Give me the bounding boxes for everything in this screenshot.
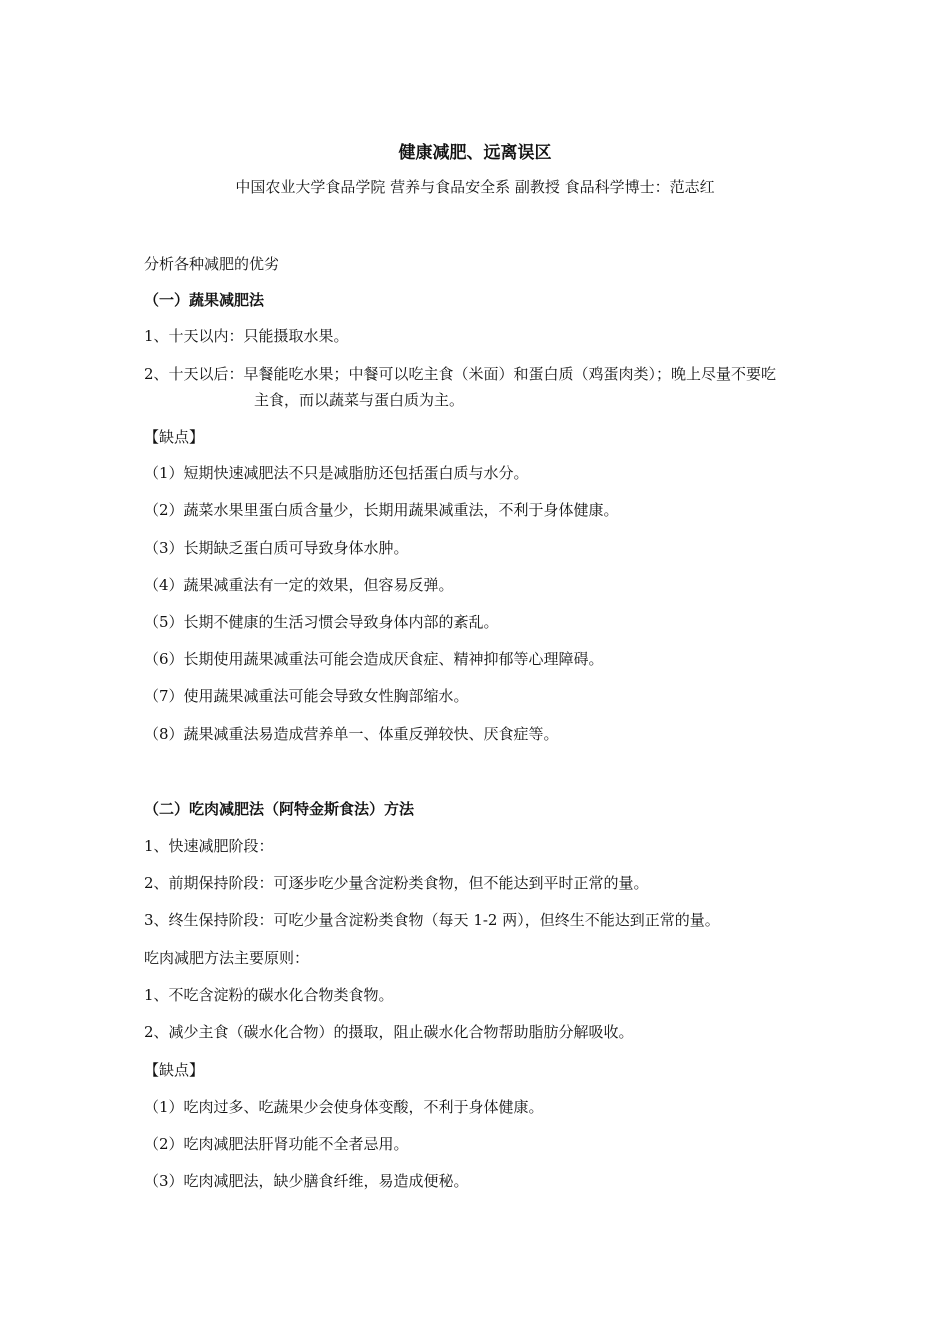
section1-item-2-continued: 主食，而以蔬菜与蛋白质为主。 [254, 391, 465, 409]
section2-drawback: （1）吃肉过多、吃蔬果少会使身体变酸，不利于身体健康。 [144, 1098, 544, 1116]
intro-text: 分析各种减肥的优劣 [144, 255, 280, 273]
section2-item-2: 2、前期保持阶段：可逐步吃少量含淀粉类食物，但不能达到平时正常的量。 [144, 874, 649, 892]
section2-principle-2: 2、减少主食（碳水化合物）的摄取，阻止碳水化合物帮助脂肪分解吸收。 [144, 1023, 634, 1041]
section2-drawback: （3）吃肉减肥法，缺少膳食纤维，易造成便秘。 [144, 1172, 469, 1190]
section2-item-3: 3、终生保持阶段：可吃少量含淀粉类食物（每天 1-2 两），但终生不能达到正常的量。 [144, 911, 720, 929]
section1-drawbacks-label: 【缺点】 [144, 428, 205, 446]
section2-drawbacks-label: 【缺点】 [144, 1061, 205, 1079]
section1-drawback: （1）短期快速减肥法不只是减脂肪还包括蛋白质与水分。 [144, 464, 529, 482]
section1-drawback: （4）蔬果减重法有一定的效果，但容易反弹。 [144, 576, 454, 594]
section1-item-1: 1、十天以内：只能摄取水果。 [144, 327, 349, 345]
section2-item-1: 1、快速减肥阶段： [144, 837, 274, 855]
document-title: 健康减肥、远离误区 [398, 143, 552, 163]
section1-drawback: （3）长期缺乏蛋白质可导致身体水肿。 [144, 539, 409, 557]
section1-drawback: （2）蔬菜水果里蛋白质含量少，长期用蔬果减重法，不利于身体健康。 [144, 501, 619, 519]
section1-drawback: （8）蔬果减重法易造成营养单一、体重反弹较快、厌食症等。 [144, 725, 559, 743]
section1-drawback: （5）长期不健康的生活习惯会导致身体内部的紊乱。 [144, 613, 499, 631]
section1-heading: （一）蔬果减肥法 [144, 291, 265, 309]
section2-principles-label: 吃肉减肥方法主要原则： [144, 949, 310, 967]
document-subtitle: 中国农业大学食品学院 营养与食品安全系 副教授 食品科学博士：范志红 [235, 178, 715, 196]
section1-drawback: （6）长期使用蔬果减重法可能会造成厌食症、精神抑郁等心理障碍。 [144, 650, 604, 668]
section2-principle-1: 1、不吃含淀粉的碳水化合物类食物。 [144, 986, 394, 1004]
section2-heading: （二）吃肉减肥法（阿特金斯食法）方法 [144, 800, 415, 818]
section1-drawback: （7）使用蔬果减重法可能会导致女性胸部缩水。 [144, 687, 469, 705]
section1-item-2: 2、十天以后：早餐能吃水果；中餐可以吃主食（米面）和蛋白质（鸡蛋肉类）；晚上尽量不要吃 [144, 365, 777, 383]
section2-drawback: （2）吃肉减肥法肝肾功能不全者忌用。 [144, 1135, 409, 1153]
